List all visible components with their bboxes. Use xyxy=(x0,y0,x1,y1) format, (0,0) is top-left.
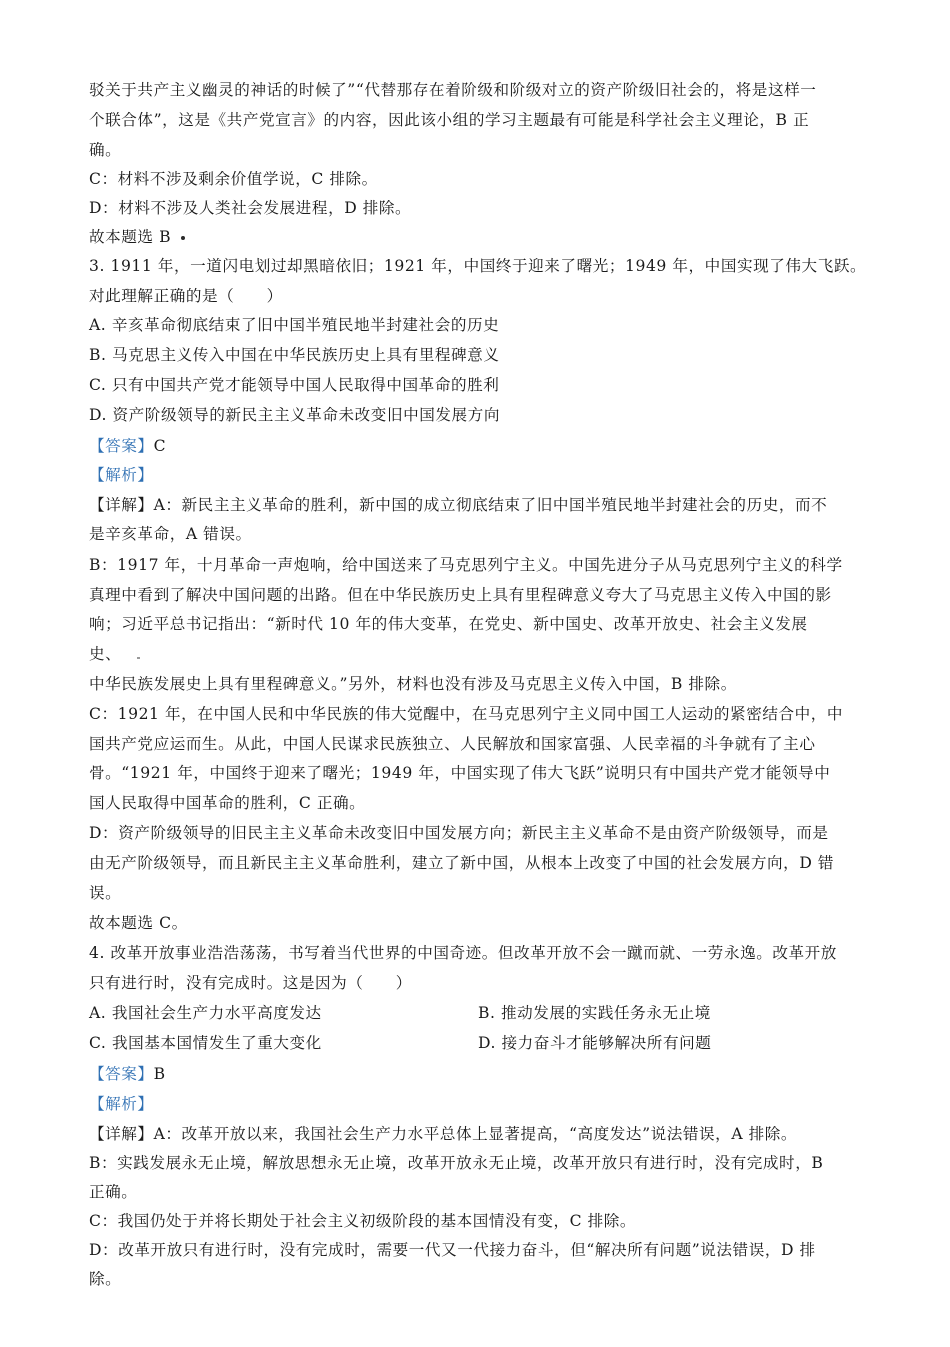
q4-option-a: A. 我国社会生产力水平高度发达 xyxy=(89,1004,322,1022)
q3-explanation-line: 中华民族发展史上具有里程碑意义。”另外，材料也没有涉及马克思主义传入中国，B 排除。 xyxy=(89,675,737,693)
q2-text-line: 驳关于共产主义幽灵的神话的时候了”“代替那存在着阶级和阶级对立的资产阶级旧社会的，将是这样一 xyxy=(89,81,817,99)
q4-explanation-line: 正确。 xyxy=(89,1183,138,1201)
q3-option-c: C. 只有中国共产党才能领导中国人民取得中国革命的胜利 xyxy=(89,376,500,394)
q4-answer xyxy=(89,1064,166,1084)
analysis-tag: 【解析】 xyxy=(89,466,154,484)
q2-option-d-analysis: D：材料不涉及人类社会发展进程，D 排除。 xyxy=(89,199,412,217)
q3-option-d: D. 资产阶级领导的新民主主义革命未改变旧中国发展方向 xyxy=(89,406,500,424)
answer-tag: 【答案】 xyxy=(89,1065,154,1083)
q3-explanation-line: 骨。“1921 年，中国终于迎来了曙光；1949 年，中国实现了伟大飞跃”说明只有中国共产党才能领导中 xyxy=(89,764,831,782)
q3-explanation-line: 由无产阶级领导，而且新民主主义革命胜利，建立了新中国，从根本上改变了中国的社会发展方向，D 错 xyxy=(89,854,835,872)
small-mark xyxy=(137,657,140,659)
q2-option-c-analysis: C：材料不涉及剩余价值学说，C 排除。 xyxy=(89,170,378,188)
detail-tag: 【详解】 xyxy=(89,1125,154,1143)
q3-explanation-line: 国人民取得中国革命的胜利，C 正确。 xyxy=(89,794,366,812)
q4-option-c: C. 我国基本国情发生了重大变化 xyxy=(89,1034,322,1052)
q4-explanation-line: 除。 xyxy=(89,1270,122,1288)
q3-answer xyxy=(89,436,166,456)
q3-option-b: B. 马克思主义传入中国在中华民族历史上具有里程碑意义 xyxy=(89,346,500,364)
detail-tag: 【详解】 xyxy=(89,496,154,514)
q3-conclusion: 故本题选 C。 xyxy=(89,914,188,932)
q3-explanation-text: A：新民主主义革命的胜利，新中国的成立彻底结束了旧中国半殖民地半封建社会的历史，而不 xyxy=(153,496,828,514)
q3-explanation-line: D：资产阶级领导的旧民主主义革命未改变旧中国发展方向；新民主主义革命不是由资产阶级领导，而是 xyxy=(89,824,829,842)
answer-value: C xyxy=(153,437,167,455)
q4-explanation-text: A：改革开放以来，我国社会生产力水平总体上显著提高，“高度发达”说法错误，A 排除。 xyxy=(153,1125,798,1143)
q3-stem: 3. 1911 年，一道闪电划过却黑暗依旧；1921 年，中国终于迎来了曙光；1949 年，中国实现了伟大飞跃。 xyxy=(89,257,867,275)
q3-explanation-line: 真理中看到了解决中国问题的出路。但在中华民族历史上具有里程碑意义夸大了马克思主义传入中国的影 xyxy=(89,586,832,604)
dot-mark xyxy=(181,236,185,240)
q3-explanation-line: 史、 xyxy=(89,645,122,663)
answer-value: B xyxy=(153,1065,166,1083)
q4-explanation-line: D：改革开放只有进行时，没有完成时，需要一代又一代接力奋斗，但“解决所有问题”说法错误，D 排 xyxy=(89,1241,816,1259)
q3-explanation-line: 是辛亥革命，A 错误。 xyxy=(89,525,252,543)
q2-conclusion xyxy=(89,227,185,247)
q3-explanation-line: 误。 xyxy=(89,884,122,902)
analysis-tag: 【解析】 xyxy=(89,1095,154,1113)
q3-explanation-line: 响；习近平总书记指出：“新时代 10 年的伟大变革，在党史、新中国史、改革开放史、社会主义发展 xyxy=(89,615,808,633)
q2-text-line: 确。 xyxy=(89,141,122,159)
q3-explanation-line: 国共产党应运而生。从此，中国人民谋求民族独立、人民解放和国家富强、人民幸福的斗争就有了主心 xyxy=(89,735,816,753)
q3-explanation-line xyxy=(89,495,827,515)
q4-explanation-line xyxy=(89,1124,797,1144)
q2-conclusion-text: 故本题选 B xyxy=(89,228,172,246)
q4-stem: 4. 改革开放事业浩浩荡荡，书写着当代世界的中国奇迹。但改革开放不会一蹴而就、一劳永逸。改革开放 xyxy=(89,944,837,962)
q4-stem: 只有进行时，没有完成时。这是因为（ ） xyxy=(89,974,412,992)
q4-explanation-line: B：实践发展永无止境，解放思想永无止境，改革开放永无止境，改革开放只有进行时，没有完成时，B xyxy=(89,1154,824,1172)
q3-explanation-line: B：1917 年，十月革命一声炮响，给中国送来了马克思列宁主义。中国先进分子从马克思列宁主义的科学 xyxy=(89,556,843,574)
q4-option-b: B. 推动发展的实践任务永无止境 xyxy=(478,1004,711,1022)
q3-option-a: A. 辛亥革命彻底结束了旧中国半殖民地半封建社会的历史 xyxy=(89,316,500,334)
q4-explanation-line: C：我国仍处于并将长期处于社会主义初级阶段的基本国情没有变，C 排除。 xyxy=(89,1212,637,1230)
q2-text-line: 个联合体”，这是《共产党宣言》的内容，因此该小组的学习主题最有可能是科学社会主义理论，B 正 xyxy=(89,111,810,129)
answer-tag: 【答案】 xyxy=(89,437,154,455)
q4-option-d: D. 接力奋斗才能够解决所有问题 xyxy=(478,1034,712,1052)
q3-stem: 对此理解正确的是（ ） xyxy=(89,287,283,305)
q3-explanation-line: C：1921 年，在中国人民和中华民族的伟大觉醒中，在马克思列宁主义同中国工人运动的紧密结合中，中 xyxy=(89,705,844,723)
